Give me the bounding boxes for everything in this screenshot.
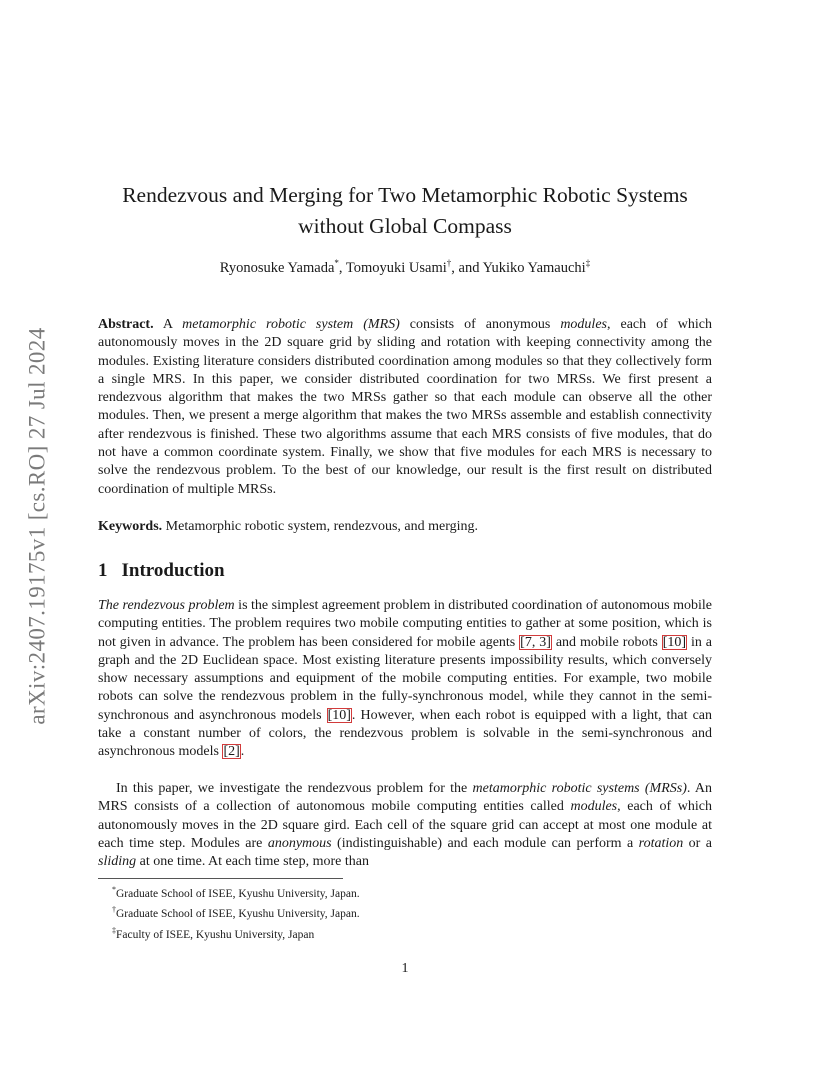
section-title: Introduction xyxy=(121,560,225,581)
arxiv-identifier-stamp xyxy=(24,296,52,756)
citation-link[interactable]: [2] xyxy=(223,744,240,760)
paragraph-text: . However, when each robot is equipped with a light, that can take a constant number of colors, the rendezvous problem is solvable in the semi-synchronous and asynchronous models xyxy=(98,707,712,760)
author-name: Ryonosuke Yamada xyxy=(219,259,335,276)
paragraph-emphasis: modules xyxy=(570,799,618,815)
keywords-text: Metamorphic robotic system, rendezvous, and merging. xyxy=(162,519,479,534)
abstract xyxy=(98,316,712,499)
paragraph-emphasis: rotation xyxy=(638,835,684,851)
citation-link[interactable]: [10] xyxy=(662,634,687,650)
footnotes xyxy=(112,882,360,943)
footnote xyxy=(112,902,360,922)
author-name: Tomoyuki Usami xyxy=(345,259,447,276)
section-number: 1 xyxy=(98,560,108,581)
paragraph-text: (indistinguishable) and each module can perform a xyxy=(331,835,639,851)
paragraph-text: is the simplest agreement problem in distributed coordination of autonomous mobile computing entities. The problem requires two mobile computing entities to gather at some position, which is not given in advance. The problem has been considered for mobile agents xyxy=(98,598,712,650)
paragraph-text: or a xyxy=(683,835,712,851)
abstract-emphasis: metamorphic robotic system (MRS) xyxy=(182,317,400,332)
footnote-marker[interactable]: ‡ xyxy=(585,258,591,268)
footnote-mark: † xyxy=(112,905,116,915)
paragraph-text: in a graph and the 2D Euclidean space. Most existing literature presents impossibility results, which conversely show necessary assumptions and equipment of the mobile computing entities. For example, two mobile robots can solve the rendezvous problem in the fully-synchronous model, while they cannot in the semi-synchronous and asynchronous models xyxy=(98,634,712,723)
paragraph-text: at one time. At each time step, more than xyxy=(136,854,369,870)
paragraph-text: , each of which autonomously moves in the 2D square gird. Each cell of the square grid can accept at most one module at each time step. Modules are xyxy=(98,799,712,851)
footnote-text: Graduate School of ISEE, Kyushu University, Japan. xyxy=(116,908,360,921)
paragraph-text: . xyxy=(240,744,245,760)
page-number: 1 xyxy=(401,961,409,976)
paragraph-emphasis: metamorphic robotic systems (MRSs) xyxy=(472,781,687,796)
paragraph-text: . An MRS consists of a collection of autonomous mobile computing entities called xyxy=(98,781,712,815)
paper-title xyxy=(90,180,720,242)
footnote xyxy=(112,923,360,943)
keywords-label: Keywords. xyxy=(98,519,163,534)
footnote-mark: ‡ xyxy=(112,925,116,935)
author-separator: , xyxy=(338,259,346,276)
author-name: Yukiko Yamauchi xyxy=(482,259,586,276)
paragraph-text: In this paper, we investigate the rendezvous problem for the xyxy=(116,781,473,796)
abstract-text: A xyxy=(153,317,183,332)
author-separator: , and xyxy=(451,259,483,276)
footnote-marker[interactable]: † xyxy=(446,258,452,268)
intro-paragraph-2 xyxy=(98,780,712,871)
paragraph-emphasis: The rendezvous problem xyxy=(98,598,235,613)
keywords xyxy=(98,518,712,536)
footnote-text: Graduate School of ISEE, Kyushu University, Japan. xyxy=(116,887,360,900)
section-heading xyxy=(98,560,225,582)
footnote-mark: * xyxy=(112,885,116,894)
abstract-emphasis: modules xyxy=(560,317,607,332)
footnote-text: Faculty of ISEE, Kyushu University, Japan xyxy=(116,928,315,941)
paragraph-emphasis: anonymous xyxy=(267,835,332,851)
paragraph-text: and mobile robots xyxy=(551,634,662,650)
arxiv-identifier-text: arXiv:2407.19175v1 [cs.RO] 27 Jul 2024 xyxy=(25,327,51,725)
title-line-1: Rendezvous and Merging for Two Metamorphic Robotic Systems xyxy=(122,183,688,207)
citation-link[interactable]: [10] xyxy=(327,707,351,723)
paragraph-emphasis: sliding xyxy=(98,854,137,870)
footnote xyxy=(112,882,360,902)
abstract-text: consists of anonymous xyxy=(399,317,561,332)
intro-paragraph-1 xyxy=(98,597,712,762)
abstract-text: , each of which autonomously moves in the 2D square grid by sliding and rotation with keeping connectivity among the modules. Existing literature considers distributed coordination among modules so that they collectively form a single MRS. In this paper, we consider distributed coordination for two MRSs. We first present a rendezvous algorithm that makes the two MRSs gather so that each module can observe all the other modules. Then, we present a merge algorithm that makes the two MRSs assemble and establish connectivity after rendezvous is finished. These two algorithms assume that each MRS consists of five modules, that do not have a common coordinate system. Finally, we show that five modules for each MRS is necessary to solve the rendezvous problem. To the best of our knowledge, our result is the first result on distributed coordination of multiple MRSs. xyxy=(98,317,712,497)
footnote-separator xyxy=(98,878,343,879)
footnote-marker[interactable]: * xyxy=(334,258,339,268)
abstract-label: Abstract. xyxy=(98,317,154,332)
author-list xyxy=(90,258,720,277)
citation-link[interactable]: [7, 3] xyxy=(520,634,551,650)
title-line-2: without Global Compass xyxy=(298,214,512,238)
